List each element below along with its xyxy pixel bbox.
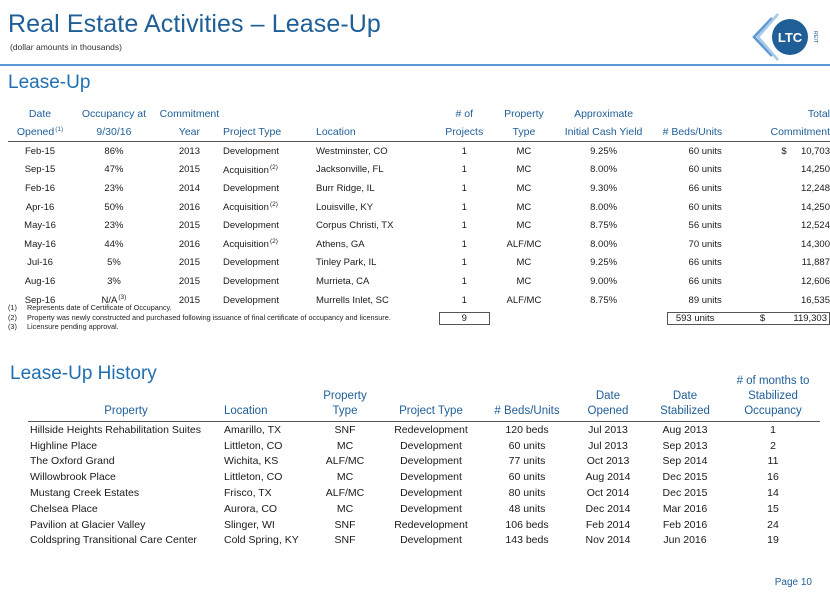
history-section-title: Lease-Up History <box>10 363 157 384</box>
beds-units-cell: 48 units <box>508 502 546 515</box>
footnotes <box>8 303 391 332</box>
beds-units-cell: 120 beds <box>505 423 549 436</box>
property-type-cell: MC <box>516 220 532 232</box>
beds-units-cell: 60 units <box>688 164 722 176</box>
location-cell: Wichita, KS <box>224 455 279 468</box>
leaseup-table: Date Occupancy at Commitment # of Property Approximate Total Opened$^{(1)}$ 9/30/16 Year Project Type Location Projects Type Initial Cash Yield # Beds/Units Commitment Feb-15 86% 2013 Development Westminster, CO 1 MC 9.25% 60 units $ 10,703 Sep-15 47% 2015 Acquisition$^{(2)}$ Jacksonville, FL 1 MC 8.00% 60 units 14,250 Feb-16 23% 2014 Development Burr Ridge, IL 1 MC 9.30% 66 units 12,248 Apr-16 50% 2016 Acquisition$^{(2)}$ Louisville, KY 1 MC 8.00% 60 units 14,250 May-16 23% 2015 Development Corpus Christi, TX 1 MC 8.75% 56 units 12,524 May-16 44% 2016 Acquisition$^{(2)}$ Athens, GA 1 ALF/MC 8.00% 70 units 14,300 Jul-16 5% 2015 Development Tinley Park, IL 1 MC 9.25% 66 units 11,887 Aug-16 3% 2015 Development Murrieta, CA 1 MC 9.00% 66 units 12,606 Sep-16 $N/A^{(3)}$ 2015 Development Murrells Inlet, SC 1 ALF/MC 8.75% 89 units 16,535 9 593 units $ 119,303 <box>8 108 830 328</box>
dollar-sign-cell <box>736 291 791 310</box>
property-type-cell: ALF/MC <box>325 487 365 500</box>
table-row <box>8 198 830 217</box>
date-opened-cell: Oct 2014 <box>586 487 630 500</box>
project-type-cell: Development <box>400 471 462 484</box>
property-type-cell: MC <box>516 164 532 176</box>
location-cell: Tinley Park, IL <box>316 257 377 269</box>
location-cell: Amarillo, TX <box>224 423 281 436</box>
date-stabilized-cell: Sep 2014 <box>662 455 708 468</box>
beds-units-cell: 80 units <box>508 487 546 500</box>
cash-yield-cell: 8.75% <box>590 294 618 306</box>
date-opened-cell: Nov 2014 <box>585 534 631 547</box>
commitment-year-cell: 2014 <box>178 182 200 194</box>
projects-cell: 1 <box>461 294 467 306</box>
beds-units-cell: 60 units <box>688 201 722 213</box>
beds-units-cell: 66 units <box>688 182 722 194</box>
occupancy-cell: 3% <box>107 275 121 287</box>
occupancy-cell: 5% <box>107 257 121 269</box>
dollar-sign-cell <box>736 161 791 180</box>
occupancy-cell: $N/A^{(3)}$ <box>101 294 127 307</box>
dollar-sign-cell <box>736 235 791 254</box>
table-row <box>8 216 830 235</box>
col-h-project-type: Project Type <box>380 374 482 422</box>
property-type-cell: MC <box>336 471 354 484</box>
projects-cell: 1 <box>461 257 467 269</box>
date-stabilized-cell: Feb 2016 <box>662 518 708 531</box>
location-cell: Jacksonville, FL <box>316 164 384 176</box>
date-stabilized-cell: Sep 2013 <box>662 439 708 452</box>
cash-yield-cell: 9.25% <box>590 257 618 269</box>
leaseup-section-title: Lease-Up <box>8 72 91 93</box>
occupancy-cell: 47% <box>104 164 124 176</box>
beds-units-cell: 66 units <box>688 257 722 269</box>
header-rule <box>0 64 830 66</box>
project-type-cell: Acquisition$^{(2)}$ <box>222 238 278 251</box>
page-number: Page 10 <box>774 577 812 588</box>
property-name-cell: Coldspring Transitional Care Center <box>30 534 197 547</box>
project-type-cell: Redevelopment <box>394 518 468 531</box>
date-stabilized-cell: Dec 2015 <box>662 487 708 500</box>
date-opened-cell: Feb-15 <box>24 145 56 157</box>
col-h-location: Location <box>224 374 310 422</box>
col-h-beds-units: # Beds/Units <box>482 374 572 422</box>
table-row <box>8 254 830 273</box>
col-cash-yield: Approximate <box>574 108 634 120</box>
table-row <box>28 469 820 485</box>
property-name-cell: Pavilion at Glacier Valley <box>30 518 146 531</box>
cash-yield-cell: 8.00% <box>590 201 618 213</box>
months-cell: 11 <box>767 455 779 468</box>
date-opened-cell: Oct 2013 <box>586 455 630 468</box>
dollar-sign-cell <box>736 179 791 198</box>
location-cell: Murrells Inlet, SC <box>316 294 389 306</box>
project-type-cell: Development <box>400 439 462 452</box>
date-stabilized-cell: Dec 2015 <box>662 471 708 484</box>
location-cell: Corpus Christi, TX <box>316 220 394 232</box>
project-type-cell: Development <box>222 220 279 232</box>
date-opened-cell: Aug 2014 <box>585 471 631 484</box>
cash-yield-cell: 8.00% <box>590 238 618 250</box>
location-cell: Aurora, CO <box>224 502 278 515</box>
col-date-opened: Date <box>28 108 52 120</box>
date-opened-cell: Feb 2014 <box>585 518 631 531</box>
total-commitment-cell: 14,250 <box>800 164 830 176</box>
total-commitment-cell: 11,887 <box>801 257 830 269</box>
col-property: Property <box>28 374 224 422</box>
occupancy-cell: 86% <box>104 145 124 157</box>
table-row <box>28 501 820 517</box>
dollar-sign-cell <box>736 216 791 235</box>
location-cell: Athens, GA <box>316 238 365 250</box>
project-type-cell: Development <box>400 502 462 515</box>
months-cell: 19 <box>767 534 779 547</box>
commitment-year-cell: 2015 <box>178 220 200 232</box>
project-type-cell: Development <box>222 294 279 306</box>
location-cell: Westminster, CO <box>316 145 388 157</box>
dollar-sign-cell: $ <box>781 145 787 157</box>
beds-units-cell: 106 beds <box>505 518 549 531</box>
logo-subtext: REIT <box>812 30 818 44</box>
commitment-year-cell: 2015 <box>178 257 200 269</box>
footnote: (3) Licensure pending approval. <box>8 322 119 332</box>
beds-units-cell: 70 units <box>688 238 722 250</box>
cash-yield-cell: 8.00% <box>590 164 618 176</box>
months-cell: 16 <box>767 471 779 484</box>
cash-yield-cell: 9.00% <box>590 275 618 287</box>
table-row <box>28 533 820 549</box>
projects-cell: 1 <box>461 275 467 287</box>
total-commitment-cell: 16,535 <box>800 294 830 306</box>
col-property-type: Property <box>504 108 544 120</box>
property-type-cell: SNF <box>334 423 356 436</box>
months-cell: 14 <box>767 487 779 500</box>
cash-yield-cell: 9.25% <box>590 145 618 157</box>
location-cell: Littleton, CO <box>224 471 283 484</box>
project-type-cell: Redevelopment <box>394 423 468 436</box>
projects-cell: 1 <box>461 145 467 157</box>
location-cell: Burr Ridge, IL <box>316 182 375 194</box>
commitment-year-cell: 2015 <box>178 164 200 176</box>
property-type-cell: SNF <box>334 534 356 547</box>
beds-units-cell: 60 units <box>508 439 546 452</box>
property-name-cell: The Oxford Grand <box>30 455 115 468</box>
property-type-cell: SNF <box>334 518 356 531</box>
commitment-year-cell: 2013 <box>178 145 200 157</box>
location-cell: Slinger, WI <box>224 518 275 531</box>
project-type-cell: Development <box>222 257 279 269</box>
date-stabilized-cell: Mar 2016 <box>662 502 708 515</box>
months-cell: 2 <box>770 439 776 452</box>
table-row <box>8 142 830 161</box>
property-type-cell: MC <box>516 201 532 213</box>
location-cell: Cold Spring, KY <box>224 534 299 547</box>
beds-units-cell: 66 units <box>688 275 722 287</box>
beds-units-cell: 60 units <box>508 471 546 484</box>
commitment-year-cell: 2016 <box>178 238 200 250</box>
property-type-cell: MC <box>516 145 532 157</box>
property-type-cell: ALF/MC <box>325 455 365 468</box>
col-total-commitment: Total <box>807 108 830 120</box>
beds-units-cell: 60 units <box>688 145 722 157</box>
table-row <box>8 161 830 180</box>
project-type-cell: Development <box>222 275 279 287</box>
beds-units-cell: 56 units <box>688 220 722 232</box>
footnote: (2) Property was newly constructed and purchased following issuance of final certificate of occupancy and licensure. <box>8 312 391 322</box>
date-opened-cell: Aug-16 <box>24 275 56 287</box>
total-box <box>667 312 830 325</box>
commitment-year-cell: 2015 <box>178 275 200 287</box>
date-opened-cell: May-16 <box>24 220 56 232</box>
date-opened-cell: Apr-16 <box>25 201 55 213</box>
total-commitment-cell: 12,606 <box>800 275 830 287</box>
property-type-cell: ALF/MC <box>506 294 542 306</box>
date-opened-cell: Sep-16 <box>24 294 56 306</box>
date-stabilized-cell: Aug 2013 <box>662 423 708 436</box>
page-title: Real Estate Activities – Lease-Up <box>8 10 381 38</box>
total-commitment: 119,303 <box>793 313 827 325</box>
table-row <box>28 485 820 501</box>
cash-yield-cell: 9.30% <box>590 182 618 194</box>
total-commitment-cell: 14,250 <box>800 201 830 213</box>
col-commitment-year: Commitment <box>159 108 220 120</box>
date-opened-cell: May-16 <box>24 238 56 250</box>
location-cell: Louisville, KY <box>316 201 374 213</box>
project-type-cell: Acquisition$^{(2)}$ <box>222 201 278 214</box>
dollar-sign-cell <box>736 254 791 273</box>
project-type-cell: Development <box>400 534 462 547</box>
logo-text: LTC <box>777 30 803 45</box>
project-type-cell: Development <box>222 145 279 157</box>
project-type-cell: Development <box>400 487 462 500</box>
beds-units-cell: 77 units <box>508 455 546 468</box>
commitment-year-cell: 2016 <box>178 201 200 213</box>
total-beds: 593 units <box>675 313 715 325</box>
total-dollar: $ <box>759 313 766 325</box>
property-name-cell: Willowbrook Place <box>30 471 116 484</box>
total-commitment-cell: 10,703 <box>800 145 830 157</box>
col-occupancy: Occupancy at <box>81 108 147 120</box>
table-row <box>8 272 830 291</box>
col-h-property-type: Property Type <box>310 374 380 422</box>
commitment-year-cell: 2015 <box>178 294 200 306</box>
date-opened-cell: Jul 2013 <box>588 423 628 436</box>
months-cell: 1 <box>770 423 776 436</box>
months-cell: 24 <box>767 518 779 531</box>
property-type-cell: ALF/MC <box>506 238 542 250</box>
project-type-cell: Development <box>400 455 462 468</box>
beds-units-cell: 143 beds <box>505 534 549 547</box>
footnote: (1) Represents date of Certificate of Occupancy. <box>8 303 172 312</box>
occupancy-cell: 23% <box>104 182 124 194</box>
date-opened-cell: Sep-15 <box>24 164 56 176</box>
occupancy-cell: 44% <box>104 238 124 250</box>
table-row <box>28 438 820 454</box>
projects-cell: 1 <box>461 220 467 232</box>
col-projects: # of <box>455 108 473 120</box>
property-type-cell: MC <box>516 257 532 269</box>
projects-cell: 1 <box>461 182 467 194</box>
total-commitment-cell: 12,248 <box>800 182 830 194</box>
col-h-date-stabilized: Date Stabilized <box>644 374 726 422</box>
property-type-cell: MC <box>516 182 532 194</box>
property-type-cell: MC <box>336 502 354 515</box>
location-cell: Frisco, TX <box>224 487 272 500</box>
projects-cell: 1 <box>461 238 467 250</box>
col-h-months: # of months to Stabilized Occupancy <box>726 374 820 422</box>
col-project-type: Project Type <box>223 123 308 142</box>
page-subtitle: (dollar amounts in thousands) <box>10 42 122 52</box>
ltc-logo <box>750 8 822 66</box>
history-table <box>28 374 820 548</box>
cash-yield-cell: 8.75% <box>590 220 618 232</box>
table-row <box>8 179 830 198</box>
location-cell: Murrieta, CA <box>316 275 370 287</box>
months-cell: 15 <box>767 502 779 515</box>
total-projects: 9 <box>439 312 490 325</box>
property-name-cell: Hillside Heights Rehabilitation Suites <box>30 423 202 436</box>
occupancy-cell: 23% <box>104 220 124 232</box>
projects-cell: 1 <box>461 164 467 176</box>
col-location: Location <box>308 123 439 142</box>
property-name-cell: Highline Place <box>30 439 98 452</box>
table-row <box>28 454 820 470</box>
date-opened-cell: Dec 2014 <box>585 502 631 515</box>
table-row <box>8 235 830 254</box>
projects-cell: 1 <box>461 201 467 213</box>
date-opened-cell: Feb-16 <box>24 182 56 194</box>
dollar-sign-cell <box>736 198 791 217</box>
location-cell: Littleton, CO <box>224 439 283 452</box>
total-commitment-cell: 14,300 <box>800 238 830 250</box>
table-row <box>28 517 820 533</box>
date-opened-cell: Jul-16 <box>27 257 53 269</box>
date-stabilized-cell: Jun 2016 <box>663 534 707 547</box>
beds-units-cell: 89 units <box>688 294 722 306</box>
property-type-cell: MC <box>336 439 354 452</box>
property-name-cell: Chelsea Place <box>30 502 98 515</box>
dollar-sign-cell <box>736 272 791 291</box>
property-name-cell: Mustang Creek Estates <box>30 487 140 500</box>
project-type-cell: Development <box>222 182 279 194</box>
col-h-date-opened: Date Opened <box>572 374 644 422</box>
table-row <box>28 422 820 438</box>
project-type-cell: Acquisition$^{(2)}$ <box>222 163 278 176</box>
occupancy-cell: 50% <box>104 201 124 213</box>
col-beds-units: # Beds/Units <box>649 123 736 142</box>
property-type-cell: MC <box>516 275 532 287</box>
total-commitment-cell: 12,524 <box>800 220 830 232</box>
date-opened-cell: Jul 2013 <box>588 439 628 452</box>
